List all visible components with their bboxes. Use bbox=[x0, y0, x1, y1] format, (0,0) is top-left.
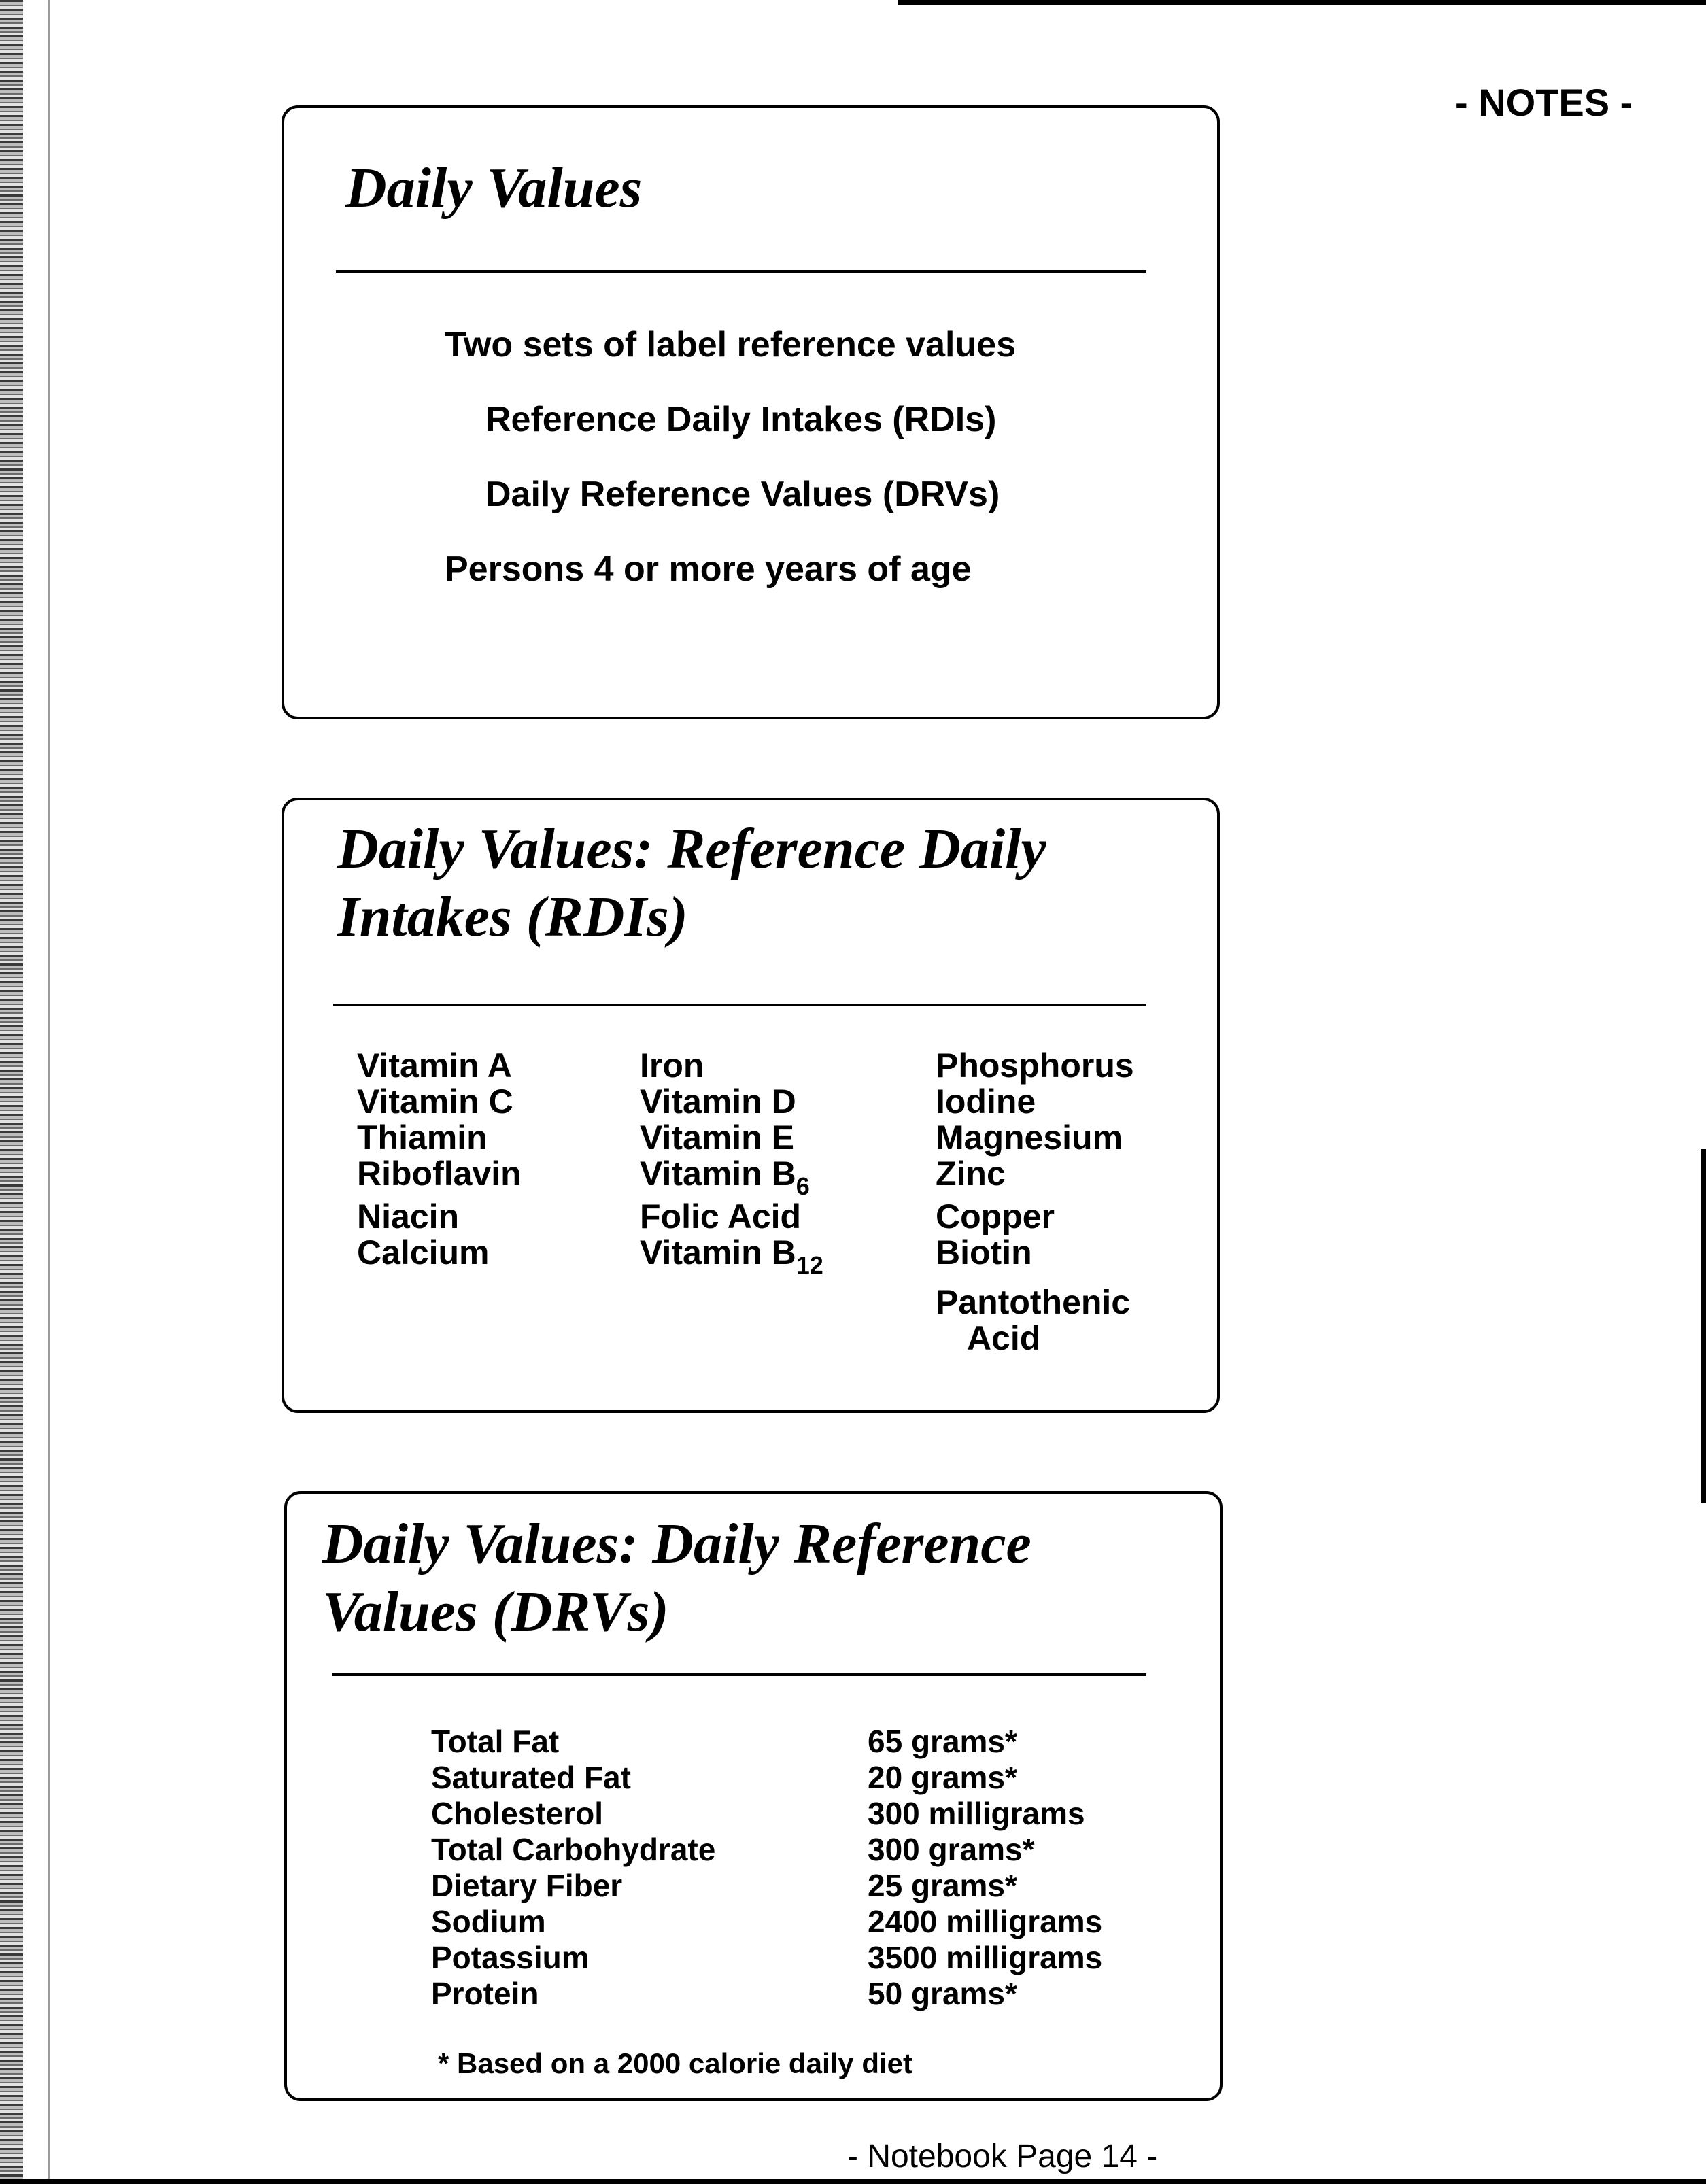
nutrient-amount: 3500 milligrams bbox=[868, 1940, 1103, 1975]
nutrient-item: Niacin bbox=[357, 1197, 460, 1235]
rdi-slide bbox=[282, 798, 1220, 1413]
nutrient-item: Calcium bbox=[357, 1233, 490, 1272]
slide-title-line1: Daily Values: Daily Reference bbox=[322, 1512, 1031, 1575]
page-footer: - Notebook Page 14 - bbox=[847, 2138, 1158, 2174]
nutrient-item: Pantothenic bbox=[936, 1283, 1131, 1321]
nutrient-name: Vitamin B bbox=[640, 1233, 796, 1272]
nutrient-amount: 25 grams* bbox=[868, 1868, 1017, 1903]
nutrient-name: Sodium bbox=[431, 1904, 546, 1939]
nutrient-item: Iodine bbox=[936, 1082, 1036, 1121]
slide-title: Daily Values bbox=[345, 156, 643, 220]
nutrient-item: Biotin bbox=[936, 1233, 1032, 1272]
nutrient-name: Total Fat bbox=[431, 1724, 560, 1759]
nutrient-amount: 300 grams* bbox=[868, 1832, 1035, 1867]
nutrient-item: Thiamin bbox=[357, 1119, 488, 1157]
nutrient-item: Vitamin E bbox=[640, 1119, 794, 1157]
footnote: * Based on a 2000 calorie daily diet bbox=[438, 2047, 912, 2079]
rdi-column-1 bbox=[357, 1048, 522, 1271]
nutrient-item: Vitamin C bbox=[357, 1082, 513, 1121]
nutrient-item: Vitamin D bbox=[640, 1082, 796, 1121]
drv-amount-column bbox=[868, 1724, 1102, 2012]
nutrient-amount: 65 grams* bbox=[868, 1724, 1017, 1759]
scan-edge-line bbox=[48, 0, 50, 2184]
nutrient-item: Zinc bbox=[936, 1155, 1006, 1193]
nutrient-amount: 300 milligrams bbox=[868, 1796, 1085, 1831]
nutrient-amount: 50 grams* bbox=[868, 1976, 1017, 2011]
slide-line: Daily Reference Values (DRVs) bbox=[485, 475, 1000, 514]
title-rule bbox=[333, 1004, 1146, 1006]
scan-edge-top bbox=[898, 0, 1706, 5]
nutrient-item: Copper bbox=[936, 1197, 1055, 1235]
nutrient-amount: 20 grams* bbox=[868, 1760, 1017, 1795]
nutrient-name: Protein bbox=[431, 1976, 539, 2011]
drv-nutrient-column bbox=[431, 1724, 715, 2012]
nutrient-name: Vitamin B bbox=[640, 1155, 796, 1193]
nutrient-name: Saturated Fat bbox=[431, 1760, 631, 1795]
daily-values-slide bbox=[282, 105, 1220, 719]
slide-title-line2: Intakes (RDIs) bbox=[337, 885, 688, 949]
nutrient-item: Vitamin A bbox=[357, 1046, 512, 1085]
nutrient-item: Folic Acid bbox=[640, 1197, 802, 1235]
nutrient-amount: 2400 milligrams bbox=[868, 1904, 1103, 1939]
slide-title-line1: Daily Values: Reference Daily bbox=[337, 817, 1046, 881]
rdi-column-3 bbox=[936, 1048, 1134, 1357]
drv-slide bbox=[284, 1491, 1223, 2101]
notes-label: - NOTES - bbox=[1455, 81, 1633, 124]
nutrient-name: Potassium bbox=[431, 1940, 590, 1975]
nutrient-name: Dietary Fiber bbox=[431, 1868, 623, 1903]
slide-line: Persons 4 or more years of age bbox=[445, 549, 972, 589]
nutrient-item: Acid bbox=[967, 1319, 1041, 1357]
subscript: 12 bbox=[796, 1251, 823, 1279]
subscript: 6 bbox=[796, 1172, 810, 1200]
rdi-column-2 bbox=[640, 1046, 823, 1279]
nutrient-item: Phosphorus bbox=[936, 1046, 1134, 1085]
nutrient-item bbox=[640, 1155, 823, 1200]
nutrient-item: Magnesium bbox=[936, 1119, 1123, 1157]
scan-edge-left bbox=[0, 0, 23, 2184]
scan-edge-bottom bbox=[0, 2179, 1706, 2184]
slide-line: Two sets of label reference values bbox=[445, 325, 1017, 364]
nutrient-item: Iron bbox=[640, 1046, 704, 1085]
title-rule bbox=[332, 1673, 1146, 1676]
slide-line: Reference Daily Intakes (RDIs) bbox=[485, 400, 997, 439]
nutrient-item bbox=[640, 1233, 823, 1279]
slide-title-line2: Values (DRVs) bbox=[322, 1580, 669, 1643]
nutrient-name: Cholesterol bbox=[431, 1796, 604, 1831]
scan-edge-right bbox=[1701, 1149, 1706, 1503]
nutrient-item: Riboflavin bbox=[357, 1155, 522, 1193]
nutrient-name: Total Carbohydrate bbox=[431, 1832, 716, 1867]
title-rule bbox=[336, 270, 1146, 273]
